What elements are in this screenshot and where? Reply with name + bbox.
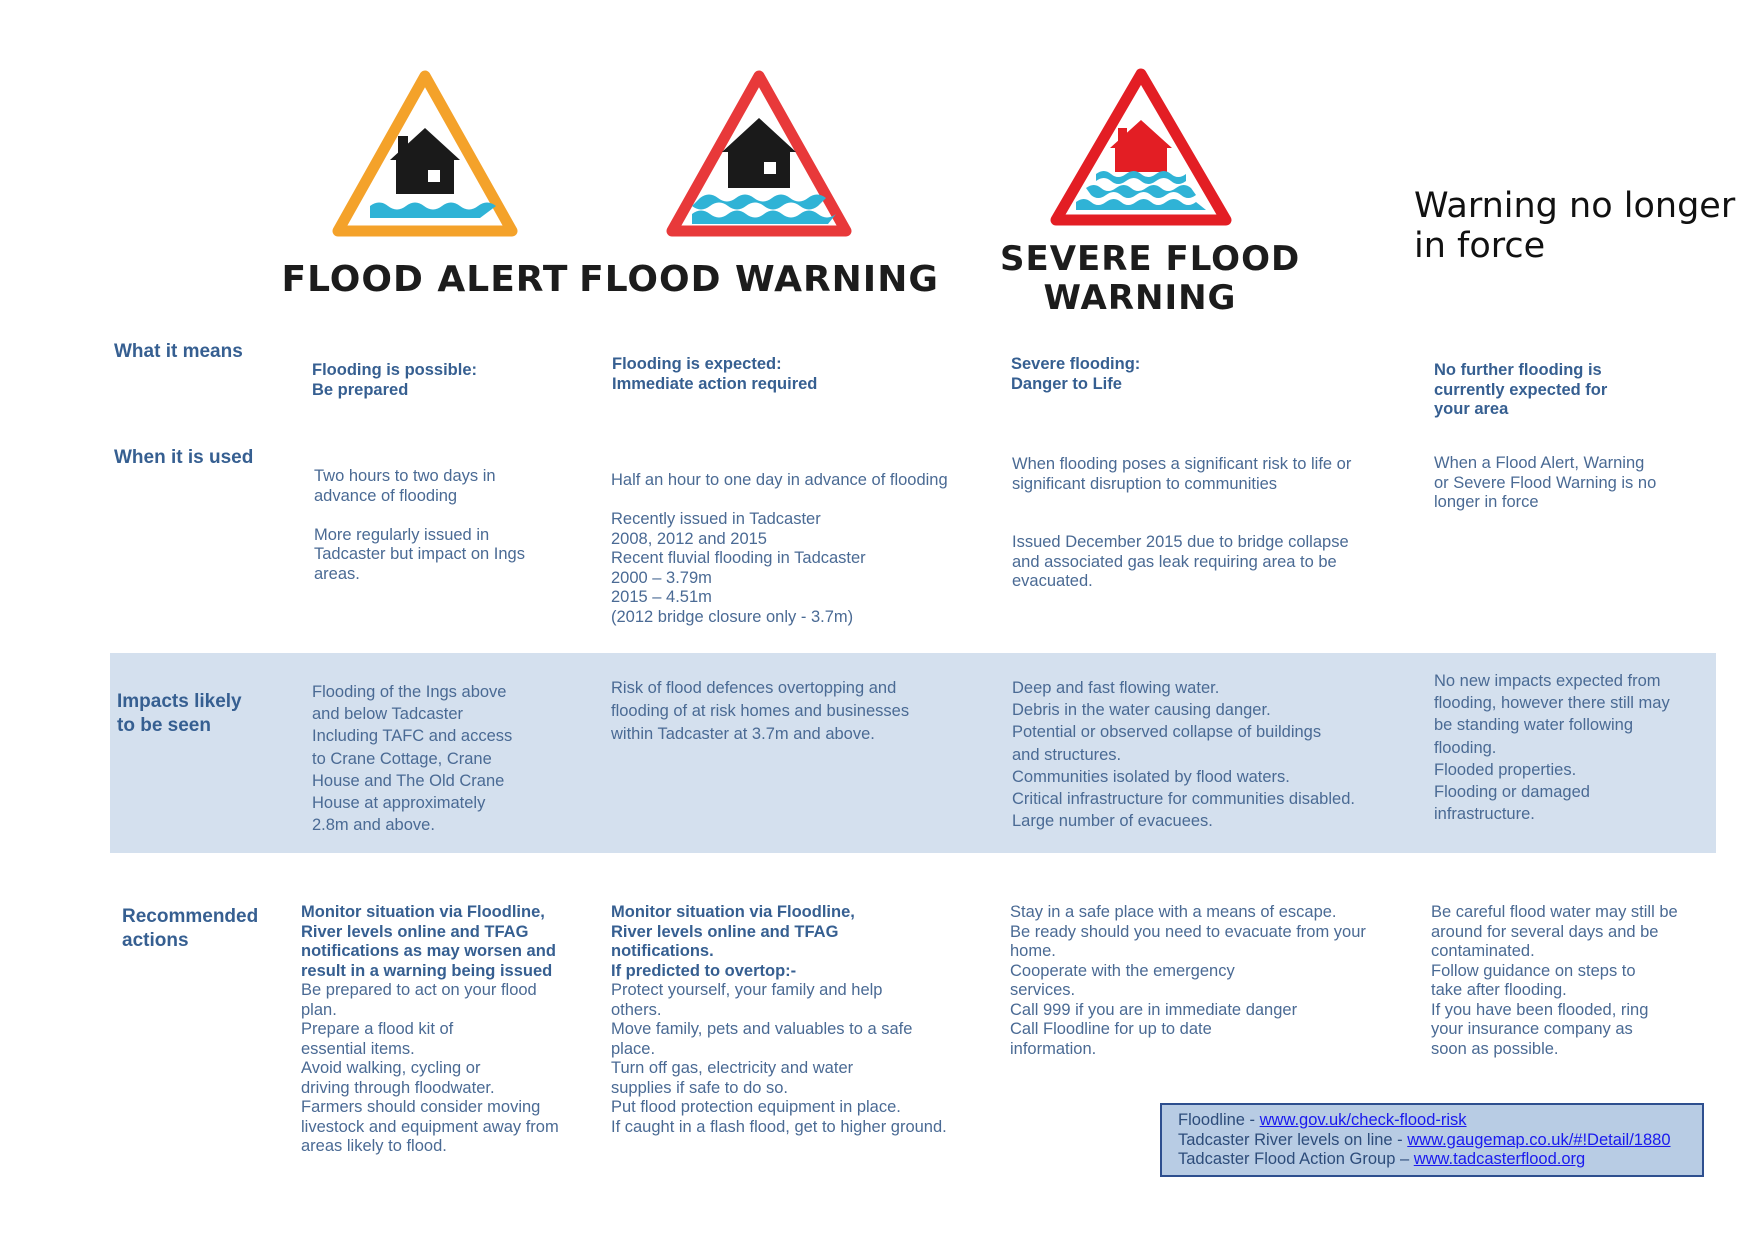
flood-alert-icon <box>330 66 520 241</box>
row-label-when-it-is-used: When it is used <box>114 447 254 468</box>
severe-meaning: Severe flooding: Danger to Life <box>1011 355 1141 393</box>
floodline-row <box>1178 1111 1686 1131</box>
severe-flood-warning-title: SEVERE FLOOD WARNING <box>1000 239 1301 318</box>
tfag-label: Tadcaster Flood Action Group – <box>1178 1150 1414 1168</box>
floodline-link[interactable]: www.gov.uk/check-flood-risk <box>1259 1111 1467 1129</box>
flood-warning-icon <box>664 66 854 241</box>
no-longer-actions: Be careful flood water may still be around for several days and be contaminated. Follow guidance on steps to take after flooding. If you have been flooded, ring your insurance company as soon as possible. <box>1431 903 1678 1058</box>
links-box <box>1160 1103 1704 1177</box>
row-label-impacts: Impacts likely to be seen <box>117 691 242 736</box>
row-label-what-it-means: What it means <box>114 341 243 362</box>
row-label-recommended-actions: Recommended actions <box>122 906 259 951</box>
severe-impacts: Deep and fast flowing water. Debris in the water causing danger. Potential or observed collapse of buildings and structures. Communities isolated by flood waters. Critical infrastructure for communities disabled. Large number of evacuees. <box>1012 679 1355 831</box>
severe-actions: Stay in a safe place with a means of escape. Be ready should you need to evacuate from your home. Cooperate with the emergency services. Call 999 if you are in immediate danger Call Floodline for up to date information. <box>1010 903 1366 1058</box>
floodline-label: Floodline - <box>1178 1111 1260 1129</box>
alert-used: Two hours to two days in advance of flooding More regularly issued in Tadcaster but impact on Ings areas. <box>314 467 525 583</box>
warning-meaning: Flooding is expected: Immediate action required <box>612 355 818 393</box>
warning-impacts: Risk of flood defences overtopping and flooding of at risk homes and businesses within Tadcaster at 3.7m and above. <box>611 679 910 743</box>
no-longer-used: When a Flood Alert, Warning or Severe Flood Warning is no longer in force <box>1434 454 1657 511</box>
warning-used: Half an hour to one day in advance of flooding Recently issued in Tadcaster 2008, 2012 and 2015 Recent fluvial flooding in Tadcaster 2000 – 3.79m 2015 – 4.51m (2012 bridge closure only - 3.7m) <box>611 471 948 626</box>
flood-alert-title: FLOOD ALERT <box>281 259 569 300</box>
alert-impacts: Flooding of the Ings above and below Tadcaster Including TAFC and access to Crane Cottage, Crane House and The Old Crane House at approximately 2.8m and above. <box>312 683 513 835</box>
no-longer-impacts: No new impacts expected from flooding, however there still may be standing water following flooding. Flooded properties. Flooding or damaged infrastructure. <box>1434 672 1670 824</box>
tfag-link[interactable]: www.tadcasterflood.org <box>1413 1150 1586 1168</box>
severe-flood-warning-icon <box>1048 64 1234 230</box>
alert-meaning: Flooding is possible: Be prepared <box>312 361 477 399</box>
warning-actions: Monitor situation via Floodline, River levels online and TFAG notifications. If predicted to overtop:- Protect yourself, your family and help others. Move family, pets and valuables to a safe place. Turn off gas, electricity and water supplies if safe to do so. Put flood protection equipment in place. If caught in a flash flood, get to higher ground. <box>611 903 947 1136</box>
river-levels-link[interactable]: www.gaugemap.co.uk/#!Detail/1880 <box>1407 1130 1671 1149</box>
tfag-row <box>1178 1150 1686 1170</box>
alert-actions: Monitor situation via Floodline, River levels online and TFAG notifications as may worsen and result in a warning being issued Be prepared to act on your flood plan. Prepare a flood kit of essential items. Avoid walking, cycling or driving through floodwater. Farmers should consider moving livestock and equipment away from areas likely to flood. <box>301 903 559 1155</box>
flood-warning-title: FLOOD WARNING <box>579 259 939 300</box>
severe-used: When flooding poses a significant risk to life or significant disruption to communities Issued December 2015 due to bridge collapse and associated gas leak requiring area to be evacuated. <box>1012 455 1352 590</box>
no-longer-meaning: No further flooding is currently expected for your area <box>1434 361 1608 418</box>
river-levels-label: Tadcaster River levels on line - <box>1178 1130 1408 1149</box>
river-levels-row <box>1178 1131 1686 1151</box>
warning-no-longer-in-force-title: Warning no longer in force <box>1414 186 1736 266</box>
